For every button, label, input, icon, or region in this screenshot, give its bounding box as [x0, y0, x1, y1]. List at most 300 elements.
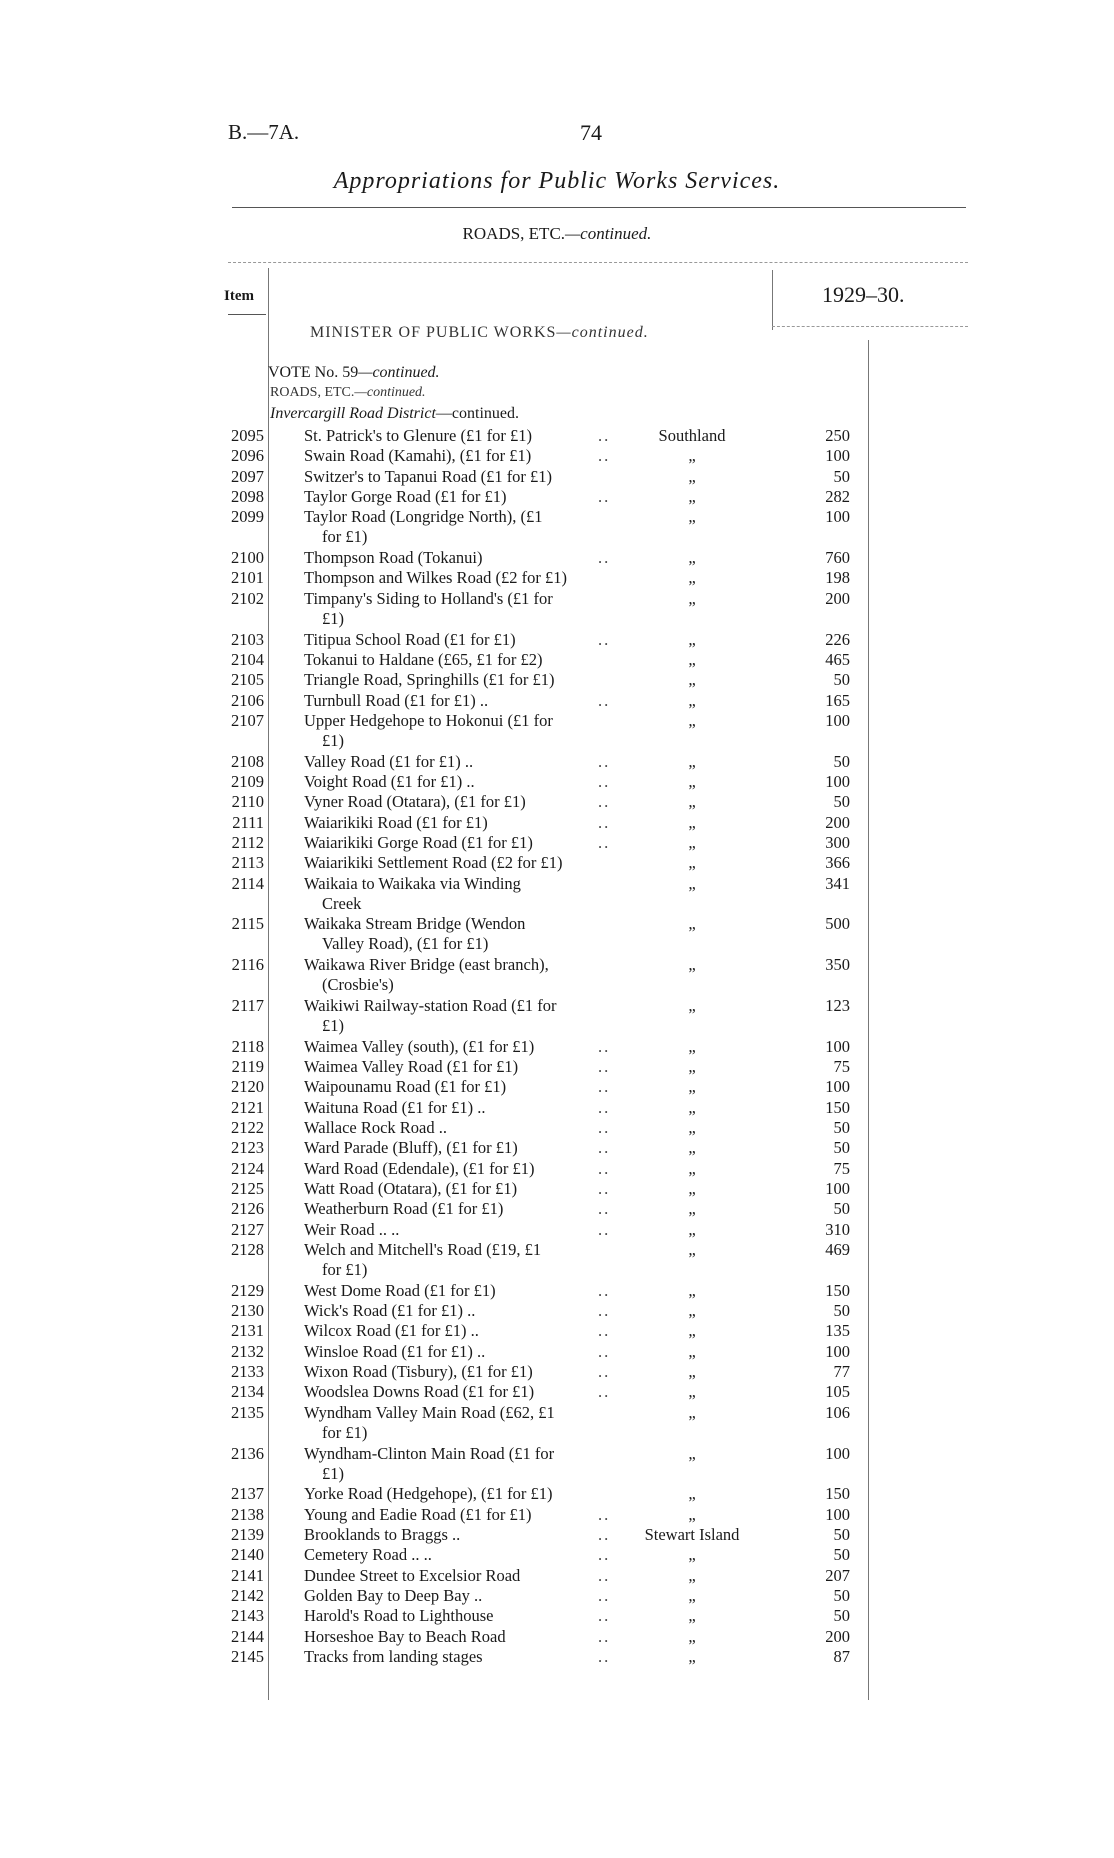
item-description [304, 1382, 626, 1402]
item-description [304, 1342, 626, 1362]
district-name: „ [688, 446, 696, 466]
leader-dots: .. [598, 446, 611, 466]
description-line: Wyndham Valley Main Road (£62, £1 [304, 1402, 555, 1422]
item-number: 2129 [231, 1280, 264, 1300]
item-number: 2135 [231, 1402, 264, 1422]
leader-dots: .. [598, 1626, 611, 1646]
district-name: „ [688, 1077, 696, 1097]
district-name: „ [688, 1647, 696, 1666]
district-name: „ [688, 649, 696, 669]
item-number: 2112 [231, 833, 264, 852]
description-line: Wallace Rock Road .. [304, 1117, 447, 1137]
amount: 75 [833, 1056, 850, 1076]
description-line: Waikaia to Waikaka via Winding [304, 873, 521, 893]
item-description [304, 792, 626, 812]
district-name: „ [688, 771, 696, 791]
leader-dots: .. [598, 1362, 611, 1382]
item-number: 2096 [231, 446, 264, 466]
item-number: 2111 [232, 812, 264, 832]
leader-dots: .. [598, 426, 611, 445]
description-line: Wixon Road (Tisbury), (£1 for £1) [304, 1362, 533, 1382]
district-name: „ [688, 1362, 696, 1382]
amount: 106 [825, 1402, 850, 1422]
description-line: Waikaka Stream Bridge (Wendon [304, 914, 526, 934]
district-name: „ [688, 588, 696, 608]
item-number: 2121 [231, 1097, 264, 1117]
amount: 465 [825, 649, 850, 669]
description-line: St. Patrick's to Glenure (£1 for £1) [304, 426, 532, 445]
leader-dots: .. [598, 1097, 611, 1117]
item-description [304, 1301, 626, 1321]
description-line: West Dome Road (£1 for £1) [304, 1280, 496, 1300]
description-line: Vyner Road (Otatara), (£1 for £1) [304, 792, 526, 812]
roads-name: ROADS, ETC. [270, 385, 355, 400]
amount: 87 [833, 1647, 850, 1666]
amount: 77 [833, 1362, 850, 1382]
description-line: Triangle Road, Springhills (£1 for £1) [304, 670, 555, 690]
item-description [304, 1484, 626, 1504]
district-name: „ [688, 1443, 696, 1463]
leader-dots: .. [598, 690, 611, 710]
leader-dots: .. [598, 1321, 611, 1341]
description-line: Taylor Road (Longridge North), (£1 [304, 507, 543, 527]
document-reference: B.—7A. [228, 120, 300, 144]
description-line: Titipua School Road (£1 for £1) [304, 629, 516, 649]
leader-dots: .. [598, 1382, 611, 1402]
item-number: 2120 [231, 1077, 264, 1097]
item-description [304, 1525, 626, 1545]
amount: 50 [833, 1545, 850, 1565]
item-header-rule [228, 314, 266, 315]
district-name: „ [688, 833, 696, 852]
amount: 250 [825, 426, 850, 445]
leader-dots: .. [598, 1199, 611, 1219]
district-name: Invercargill Road District [270, 405, 436, 422]
item-description [304, 1566, 626, 1586]
description-line: Valley Road (£1 for £1) .. [304, 751, 474, 771]
item-description [304, 1321, 626, 1341]
item-number: 2126 [231, 1199, 264, 1219]
item-description [304, 426, 626, 446]
amount: 341 [825, 873, 850, 893]
item-number: 2133 [231, 1362, 264, 1382]
district-name: „ [688, 1606, 696, 1626]
item-number: 2143 [231, 1606, 264, 1626]
leader-dots: .. [598, 812, 611, 832]
item-description [304, 752, 626, 772]
amount: 135 [825, 1321, 850, 1341]
leader-dots: .. [598, 1178, 611, 1198]
item-number: 2110 [231, 792, 264, 812]
item-description [304, 670, 626, 690]
district-suffix: —continued. [435, 405, 519, 422]
item-number: 2106 [231, 690, 264, 710]
item-number: 2139 [231, 1524, 264, 1544]
leader-dots: .. [598, 1524, 611, 1544]
leader-dots: .. [598, 629, 611, 649]
description-line: Timpany's Siding to Holland's (£1 for [304, 588, 553, 608]
description-continuation: Creek [322, 893, 362, 913]
description-line: Turnbull Road (£1 for £1) .. [304, 690, 489, 710]
amount: 366 [825, 853, 850, 873]
description-line: Dundee Street to Excelsior Road [304, 1565, 521, 1585]
leader-dots: .. [598, 1138, 611, 1158]
district-name: „ [688, 1626, 696, 1646]
description-continuation: for £1) [322, 1260, 368, 1279]
item-number: 2127 [231, 1219, 264, 1239]
description-line: Swain Road (Kamahi), (£1 for £1) [304, 446, 532, 466]
amount: 100 [825, 1077, 850, 1097]
description-line: Ward Parade (Bluff), (£1 for £1) [304, 1138, 518, 1158]
item-description [304, 1606, 626, 1626]
year-column-header: 1929–30. [822, 282, 905, 307]
amount: 300 [825, 833, 850, 852]
item-number: 2115 [231, 914, 264, 934]
description-line: Waimea Valley Road (£1 for £1) [304, 1056, 519, 1076]
item-description [304, 1037, 626, 1057]
district-name: „ [688, 1504, 696, 1524]
description-line: Welch and Mitchell's Road (£19, £1 [304, 1240, 542, 1259]
amount: 50 [833, 670, 850, 690]
item-description [304, 853, 626, 873]
district-name: „ [688, 1321, 696, 1341]
item-column-rule [268, 268, 269, 1700]
vote-suffix: —continued. [358, 364, 440, 381]
district-name: „ [688, 853, 696, 873]
item-number: 2118 [231, 1036, 264, 1056]
item-description [304, 507, 626, 547]
district-name: „ [688, 568, 696, 588]
item-description [304, 1220, 626, 1240]
item-description [304, 487, 626, 507]
description-line: Horseshoe Bay to Beach Road [304, 1626, 506, 1646]
leader-dots: .. [598, 792, 611, 812]
section-title [0, 224, 1114, 244]
item-description [304, 568, 626, 588]
item-number: 2131 [231, 1321, 264, 1341]
item-number: 2130 [231, 1301, 264, 1321]
leader-dots: .. [598, 487, 611, 507]
leader-dots: .. [598, 1280, 611, 1300]
item-number: 2104 [231, 649, 264, 669]
page-title: Appropriations for Public Works Services. [333, 168, 781, 194]
item-description [304, 1159, 626, 1179]
item-description [304, 630, 626, 650]
description-line: Voight Road (£1 for £1) .. [304, 771, 475, 791]
item-description [304, 1077, 626, 1097]
item-description [304, 914, 626, 954]
leader-dots: .. [598, 1341, 611, 1361]
leader-dots: .. [598, 1606, 611, 1626]
item-number: 2108 [231, 751, 264, 771]
description-line: Ward Road (Edendale), (£1 for £1) [304, 1158, 535, 1178]
district-name: „ [688, 548, 696, 568]
item-description [304, 1505, 626, 1525]
amount: 226 [825, 629, 850, 649]
description-line: Upper Hedgehope to Hokonui (£1 for [304, 710, 553, 730]
item-description [304, 446, 626, 466]
district-name: „ [688, 751, 696, 771]
district-name: „ [688, 792, 696, 812]
district-name: „ [688, 1545, 696, 1565]
description-line: Waimea Valley (south), (£1 for £1) [304, 1036, 535, 1056]
district-name: „ [688, 1199, 696, 1219]
amount: 469 [825, 1240, 850, 1259]
district-name: „ [688, 1219, 696, 1239]
district-subheading [270, 405, 519, 423]
leader-dots: .. [598, 548, 611, 568]
district-name: „ [688, 1097, 696, 1117]
item-description [304, 1627, 626, 1647]
item-number: 2132 [231, 1341, 264, 1361]
amount: 100 [825, 1036, 850, 1056]
amount: 200 [825, 588, 850, 608]
item-number: 2113 [231, 853, 264, 873]
amount: 50 [833, 1138, 850, 1158]
district-name: „ [688, 1178, 696, 1198]
item-number: 2141 [231, 1565, 264, 1585]
description-line: Thompson and Wilkes Road (£2 for £1) [304, 568, 567, 588]
minister-heading [310, 324, 649, 342]
district-name: „ [688, 955, 696, 975]
district-name: „ [688, 1056, 696, 1076]
amount: 200 [825, 812, 850, 832]
year-header-rule [772, 326, 968, 327]
amount: 310 [825, 1219, 850, 1239]
leader-dots: .. [598, 1056, 611, 1076]
item-number: 2117 [231, 995, 264, 1015]
year-column-rule-top [772, 270, 773, 330]
description-line: Waiarikiki Settlement Road (£2 for £1) [304, 853, 563, 873]
item-column-header: Item [224, 288, 254, 304]
amount: 100 [825, 1341, 850, 1361]
item-description [304, 1240, 626, 1280]
amount: 50 [833, 1301, 850, 1321]
item-number: 2136 [231, 1443, 264, 1463]
leader-dots: .. [598, 1158, 611, 1178]
leader-dots: .. [598, 1545, 611, 1565]
description-line: Wick's Road (£1 for £1) .. [304, 1301, 476, 1321]
item-description [304, 1403, 626, 1443]
description-line: Thompson Road (Tokanui) [304, 548, 483, 568]
leader-dots: .. [598, 751, 611, 771]
amount: 50 [833, 1199, 850, 1219]
leader-dots: .. [598, 833, 611, 852]
leader-dots: .. [598, 1117, 611, 1137]
roads-subheading [270, 385, 426, 401]
description-line: Waiarikiki Road (£1 for £1) [304, 812, 488, 832]
minister-name: MINISTER OF PUBLIC WORKS [310, 324, 557, 341]
item-description [304, 1199, 626, 1219]
item-number: 2100 [231, 548, 264, 568]
vote-name: VOTE No. 59 [268, 364, 359, 381]
item-number: 2101 [231, 568, 264, 588]
leader-dots: .. [598, 1036, 611, 1056]
district-name: „ [688, 1484, 696, 1504]
item-number: 2095 [231, 426, 264, 445]
description-line: Harold's Road to Lighthouse [304, 1606, 494, 1626]
item-description [304, 813, 626, 833]
description-line: Yorke Road (Hedgehope), (£1 for £1) [304, 1484, 553, 1504]
amount: 200 [825, 1626, 850, 1646]
district-name: „ [688, 1301, 696, 1321]
description-line: Weir Road .. .. [304, 1219, 400, 1239]
amount: 100 [825, 446, 850, 466]
item-description [304, 711, 626, 751]
district-name: Southland [658, 426, 726, 445]
district-name: „ [688, 1138, 696, 1158]
district-name: „ [688, 1036, 696, 1056]
amount: 100 [825, 1178, 850, 1198]
title-rule [232, 207, 966, 208]
district-name: „ [688, 1240, 696, 1259]
amount: 165 [825, 690, 850, 710]
item-number: 2124 [231, 1158, 264, 1178]
description-continuation: £1) [322, 730, 344, 750]
item-description [304, 1362, 626, 1382]
district-name: „ [688, 1158, 696, 1178]
district-name: „ [688, 1565, 696, 1585]
district-name: „ [688, 629, 696, 649]
vote-heading [268, 364, 440, 382]
district-name: „ [688, 812, 696, 832]
item-number: 2125 [231, 1178, 264, 1198]
description-continuation: Valley Road), (£1 for £1) [322, 934, 489, 954]
amount: 282 [825, 487, 850, 507]
district-name: „ [688, 1280, 696, 1300]
amount: 100 [825, 771, 850, 791]
description-line: Waipounamu Road (£1 for £1) [304, 1077, 507, 1097]
item-number: 2103 [231, 629, 264, 649]
description-line: Waituna Road (£1 for £1) .. [304, 1097, 486, 1117]
item-number: 2114 [231, 873, 264, 893]
item-description [304, 1057, 626, 1077]
roads-suffix: —continued. [354, 385, 426, 400]
item-description [304, 1586, 626, 1606]
section-suffix: —continued. [565, 224, 652, 243]
description-line: Brooklands to Braggs .. [304, 1524, 461, 1544]
item-description [304, 691, 626, 711]
amount: 150 [825, 1097, 850, 1117]
description-line: Golden Bay to Deep Bay .. [304, 1585, 483, 1605]
item-number: 2137 [231, 1484, 264, 1504]
item-description [304, 548, 626, 568]
item-description [304, 1281, 626, 1301]
description-line: Waiarikiki Gorge Road (£1 for £1) [304, 833, 533, 852]
district-name: „ [688, 995, 696, 1015]
description-line: Young and Eadie Road (£1 for £1) [304, 1504, 532, 1524]
item-number: 2109 [231, 771, 264, 791]
amount: 50 [833, 751, 850, 771]
amount: 123 [825, 995, 850, 1015]
description-line: Cemetery Road .. .. [304, 1545, 432, 1565]
item-description [304, 650, 626, 670]
district-name: „ [688, 670, 696, 690]
amount: 198 [825, 568, 850, 588]
district-name: Stewart Island [644, 1524, 740, 1544]
amount: 150 [825, 1484, 850, 1504]
description-line: Winsloe Road (£1 for £1) .. [304, 1341, 486, 1361]
description-line: Taylor Gorge Road (£1 for £1) [304, 487, 507, 507]
item-description [304, 1098, 626, 1118]
district-name: „ [688, 873, 696, 893]
item-description [304, 772, 626, 792]
district-name: „ [688, 507, 696, 527]
description-line: Tracks from landing stages [304, 1647, 483, 1666]
page-number: 74 [580, 120, 602, 145]
description-line: Woodslea Downs Road (£1 for £1) [304, 1382, 535, 1402]
item-number: 2123 [231, 1138, 264, 1158]
description-line: Waikiwi Railway-station Road (£1 for [304, 995, 557, 1015]
amount: 100 [825, 710, 850, 730]
district-name: „ [688, 1402, 696, 1422]
amount: 100 [825, 1443, 850, 1463]
amount: 50 [833, 1524, 850, 1544]
item-number: 2140 [231, 1545, 264, 1565]
description-continuation: £1) [322, 1015, 344, 1035]
item-number: 2105 [231, 670, 264, 690]
item-description [304, 955, 626, 995]
leader-dots: .. [598, 1077, 611, 1097]
description-continuation: £1) [322, 608, 344, 628]
district-name: „ [688, 1382, 696, 1402]
leader-dots: .. [598, 1565, 611, 1585]
item-number: 2097 [231, 466, 264, 486]
item-description [304, 833, 626, 853]
description-line: Weatherburn Road (£1 for £1) [304, 1199, 504, 1219]
item-number: 2128 [231, 1240, 264, 1259]
item-description [304, 1118, 626, 1138]
description-line: Watt Road (Otatara), (£1 for £1) [304, 1178, 518, 1198]
description-continuation: for £1) [322, 527, 368, 547]
description-line: Tokanui to Haldane (£65, £1 for £2) [304, 649, 543, 669]
amount-column-rule [868, 340, 869, 1700]
amount: 207 [825, 1565, 850, 1585]
item-number: 2099 [231, 507, 264, 527]
item-description [304, 1138, 626, 1158]
amount: 100 [825, 1504, 850, 1524]
amount: 50 [833, 1585, 850, 1605]
description-continuation: (Crosbie's) [322, 975, 394, 995]
amount: 50 [833, 792, 850, 812]
district-name: „ [688, 487, 696, 507]
description-continuation: £1) [322, 1463, 344, 1483]
leader-dots: .. [598, 771, 611, 791]
amount: 500 [825, 914, 850, 934]
amount: 760 [825, 548, 850, 568]
amount: 50 [833, 466, 850, 486]
district-name: „ [688, 1117, 696, 1137]
item-number: 2138 [231, 1504, 264, 1524]
minister-suffix: —continued. [556, 324, 649, 341]
item-number: 2142 [231, 1585, 264, 1605]
item-number: 2116 [231, 955, 264, 975]
amount: 350 [825, 955, 850, 975]
leader-dots: .. [598, 1301, 611, 1321]
district-name: „ [688, 914, 696, 934]
description-line: Waikawa River Bridge (east branch), [304, 955, 549, 975]
description-line: Switzer's to Tapanui Road (£1 for £1) [304, 466, 553, 486]
item-number: 2107 [231, 710, 264, 730]
description-continuation: for £1) [322, 1422, 368, 1442]
amount: 75 [833, 1158, 850, 1178]
district-name: „ [688, 466, 696, 486]
item-description [304, 874, 626, 914]
description-line: Wyndham-Clinton Main Road (£1 for [304, 1443, 555, 1463]
item-description [304, 589, 626, 629]
district-name: „ [688, 690, 696, 710]
amount: 150 [825, 1280, 850, 1300]
